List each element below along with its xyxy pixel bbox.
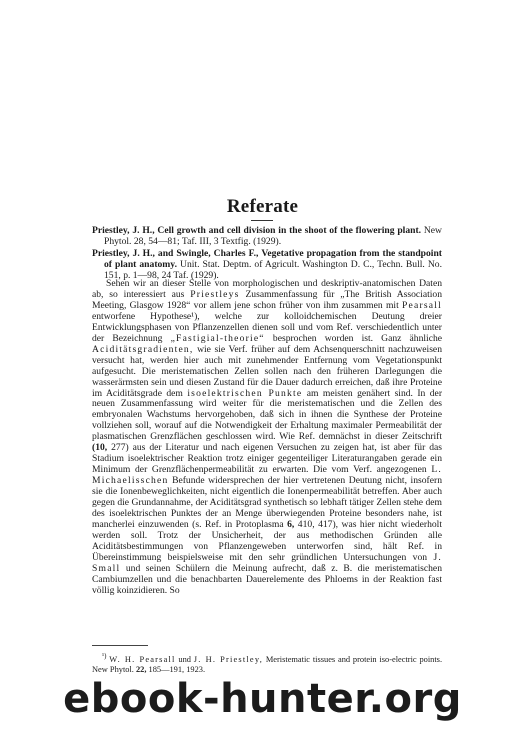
- spaced-term: „Fastigial-theorie“: [170, 332, 265, 344]
- reference-title: Vegetative propagation from the standpoint of plant anatomy.: [104, 247, 442, 270]
- text-run: 185—191, 1923.: [148, 664, 206, 674]
- spaced-term: Aciditätsgradienten,: [92, 343, 194, 355]
- reference-authors: Priestley, J. H., and Swingle, Charles F.,: [92, 247, 259, 259]
- footnote-text: [92, 651, 442, 675]
- text-run: 410, 417), was hier nicht wiederholt werden soll. Trotz der Unsicherheit, der aus methodischen Gründen alle Aciditätsbestimmungen von Pflanzengeweben unterworfen sind, hält Ref. in Übereinstimmung beispielsweise mit den sehr gründlichen Untersuchungen von: [92, 518, 442, 563]
- reference-title: Cell growth and cell division in the shoot of the flowering plant.: [157, 225, 422, 236]
- footnote: [92, 651, 442, 675]
- text-run: und: [178, 654, 191, 664]
- watermark-text: ebook-hunter.org: [63, 676, 462, 722]
- text-run: entworfene Hypothese¹), welche zur kolloidchemischen Deutung dreier Entwicklungsphasen von Pflanzenzellen dienen soll und vom Ref. verschiedentlich unter der Bezeichnung: [92, 310, 442, 344]
- citation-volume: 22,: [135, 664, 147, 674]
- reference-authors: Priestley, J. H.,: [92, 225, 155, 236]
- page-title: Referate: [226, 196, 299, 217]
- spaced-term: isoelektrischen Punkte: [187, 387, 303, 399]
- spaced-name: Priestleys: [190, 288, 240, 300]
- review-body: [92, 279, 442, 597]
- reference-source: Unit. Stat. Deptm. of Agricult. Washington D. C., Techn. Bull. No. 151, p. 1—98, 24 Taf. (1929).: [104, 258, 442, 281]
- reference-entry: [92, 226, 442, 248]
- text-run: Zusammenfassung für „The British Association Meeting, Glasgow 1928“ vor allem jene schon früher von ihm zusammen mit: [92, 288, 443, 311]
- text-run: 277) aus der Literatur und nach eigenen Versuchen zu zeigen hat, ist aber für das Stadium isoelektrischer Reaktion trotz einiger gegenteiliger Literaturangaben gerade ein Minimum der Grenzflächenpermeabilität zu erwarten. Die vom Verf. angezogenen: [92, 442, 442, 476]
- text-run: und seinen Schülern die Meinung aufrecht, daß z. B. die meristematischen Cambiumzellen und die benachbarten Dauerelemente des Phloems in der Reaktion fast völlig koinzidieren. So: [92, 562, 442, 596]
- reference-entry: [92, 249, 442, 282]
- footnote-divider: [92, 645, 148, 646]
- spaced-name: J. Small: [92, 551, 443, 574]
- spaced-name: W. H. Pearsall: [109, 654, 176, 664]
- citation-volume: (10,: [92, 442, 108, 454]
- spaced-name: J. H. Priestley,: [193, 654, 263, 664]
- text-run: am meisten genähert sind. In der neuen Zusammenfassung wird weiter für die meristematischen und die Zellen des embryonalen Wachstums hervorgehoben, daß sich in ihnen die Synthese der Proteine vollziehen soll, worauf auf die Notwendigkeit der Erhaltung maximaler Permeabilität der plasmatischen Grenzflächen geschlossen wird. Wie Ref. demnächst in dieser Zeitschrift: [92, 387, 443, 443]
- text-run: Meristematic tissues and protein iso-electric points. New Phytol.: [92, 654, 443, 674]
- spaced-name: Pearsall: [402, 299, 442, 311]
- citation-volume: 6,: [287, 518, 295, 530]
- body-paragraph: [92, 279, 442, 597]
- reference-list: [92, 226, 442, 283]
- text-run: besprochen worden ist. Ganz ähnliche: [272, 332, 443, 344]
- text-run: Sehen wir an dieser Stelle von morphologischen und deskriptiv-anatomischen Daten ab, so interessiert aus: [92, 278, 442, 300]
- text-run: wie sie Verf. früher auf dem Achsenquerschnitt nachzuweisen versucht hat, werden hier auch mit zunehmender Entfernung vom Vegetationspunkt aufgesucht. Die meristematischen Zellen sollen nach den früheren Darlegungen die wasserärmsten sein und diesen Zustand für die Dauer dadurch erreichen, daß ihre Proteine im Aciditätsgrade dem: [92, 343, 442, 399]
- reference-source: New Phytol. 28, 54—81; Taf. III, 3 Textfig. (1929).: [104, 225, 442, 247]
- footnote-mark: ¹): [102, 652, 107, 660]
- spaced-name: L. Michaelisschen: [92, 464, 442, 487]
- title-divider: [251, 220, 273, 221]
- text-run: Befunde widersprechen der hier vertretenen Deutung nicht, insofern sie die Ionenbeweglichkeiten, nicht eigentlich die Ionenpermeabilität betreffen. Aber auch gegen die Grundannahme, der Aciditätsgrad synthetisch so lebhaft tätiger Zellen stehe dem des isoelektrischen Punktes der an Menge überwiegenden Proteine besonders nahe, ist mancherlei einzuwenden (s. Ref. in Protoplasma: [92, 475, 442, 530]
